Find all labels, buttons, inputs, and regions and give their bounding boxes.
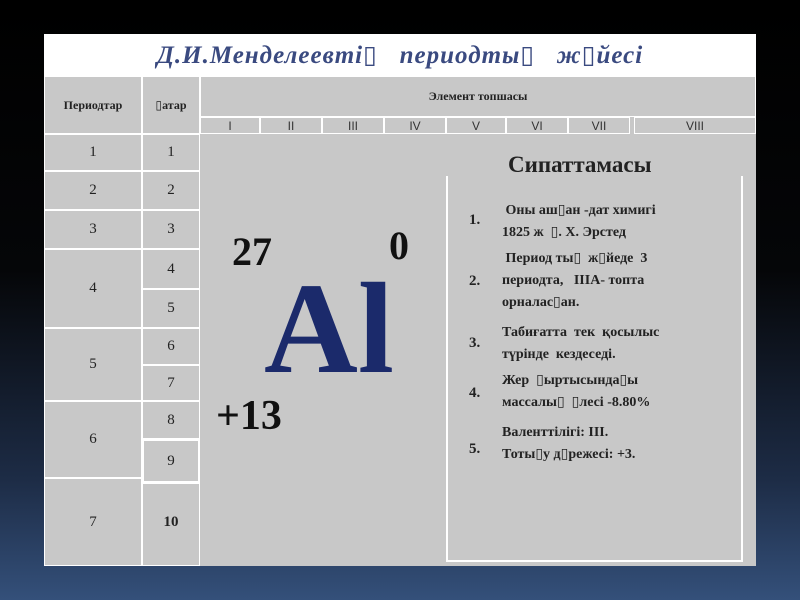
item-number: 2.	[469, 273, 481, 289]
item-number: 1.	[469, 212, 481, 228]
header-rows: ▯атар	[142, 76, 200, 134]
group-label: IV	[384, 117, 446, 134]
group-label: I	[200, 117, 260, 134]
period-cell: 1	[44, 134, 142, 171]
atomic-mass: 27	[232, 229, 272, 274]
item-number: 4.	[469, 385, 481, 401]
charge-value: 0	[389, 223, 409, 268]
period-cell: 3	[44, 210, 142, 249]
period-cell: 7	[44, 478, 142, 566]
row-cell: 6	[142, 328, 200, 365]
description-title: Сипаттамасы	[508, 152, 652, 177]
group-label: II	[260, 117, 322, 134]
period-cell: 5	[44, 328, 142, 401]
group-label: VIII	[634, 117, 756, 134]
period-cell: 6	[44, 401, 142, 478]
period-cell: 2	[44, 171, 142, 210]
header-periods: Периодтар	[44, 76, 142, 134]
item-text: Период ты▯ ж▯йеде 3 периодта, IIIA- топта орналас▯ан.	[502, 251, 648, 310]
item-text: Валенттiлiгi: III. Тоты▯у д▯режесi: +3.	[502, 425, 636, 462]
row-cell: 10	[142, 483, 200, 566]
item-text: Табиғатта тек қосылыс түрiнде кездеседi.	[502, 325, 660, 362]
row-cell: 9	[142, 439, 200, 483]
row-cell: 1	[142, 134, 200, 171]
group-label: III	[322, 117, 384, 134]
period-cell: 4	[44, 249, 142, 328]
row-cell: 7	[142, 365, 200, 401]
row-cell: 8	[142, 401, 200, 439]
item-text: Жер ▯ыртысында▯ы массалы▯ ▯лесi -8.80%	[502, 373, 651, 410]
group-label: VI	[506, 117, 568, 134]
element-symbol: Al	[264, 257, 394, 401]
item-number: 3.	[469, 335, 481, 351]
group-label: V	[446, 117, 506, 134]
row-cell: 4	[142, 249, 200, 289]
group-label: VII	[568, 117, 630, 134]
atomic-number: +13	[216, 393, 282, 439]
header-group: Элемент топшасы	[200, 76, 756, 117]
periodic-table	[44, 76, 756, 566]
item-text: Оны аш▯ан -дат химигi 1825 ж ▯. Х. Эрстед	[502, 203, 656, 240]
slide	[44, 34, 756, 566]
page-title: Д.И.Менделеевтi▯ периодты▯ ж▯йесi	[156, 42, 644, 69]
row-cell: 3	[142, 210, 200, 249]
item-number: 5.	[469, 441, 481, 457]
row-cell: 5	[142, 289, 200, 328]
row-cell: 2	[142, 171, 200, 210]
